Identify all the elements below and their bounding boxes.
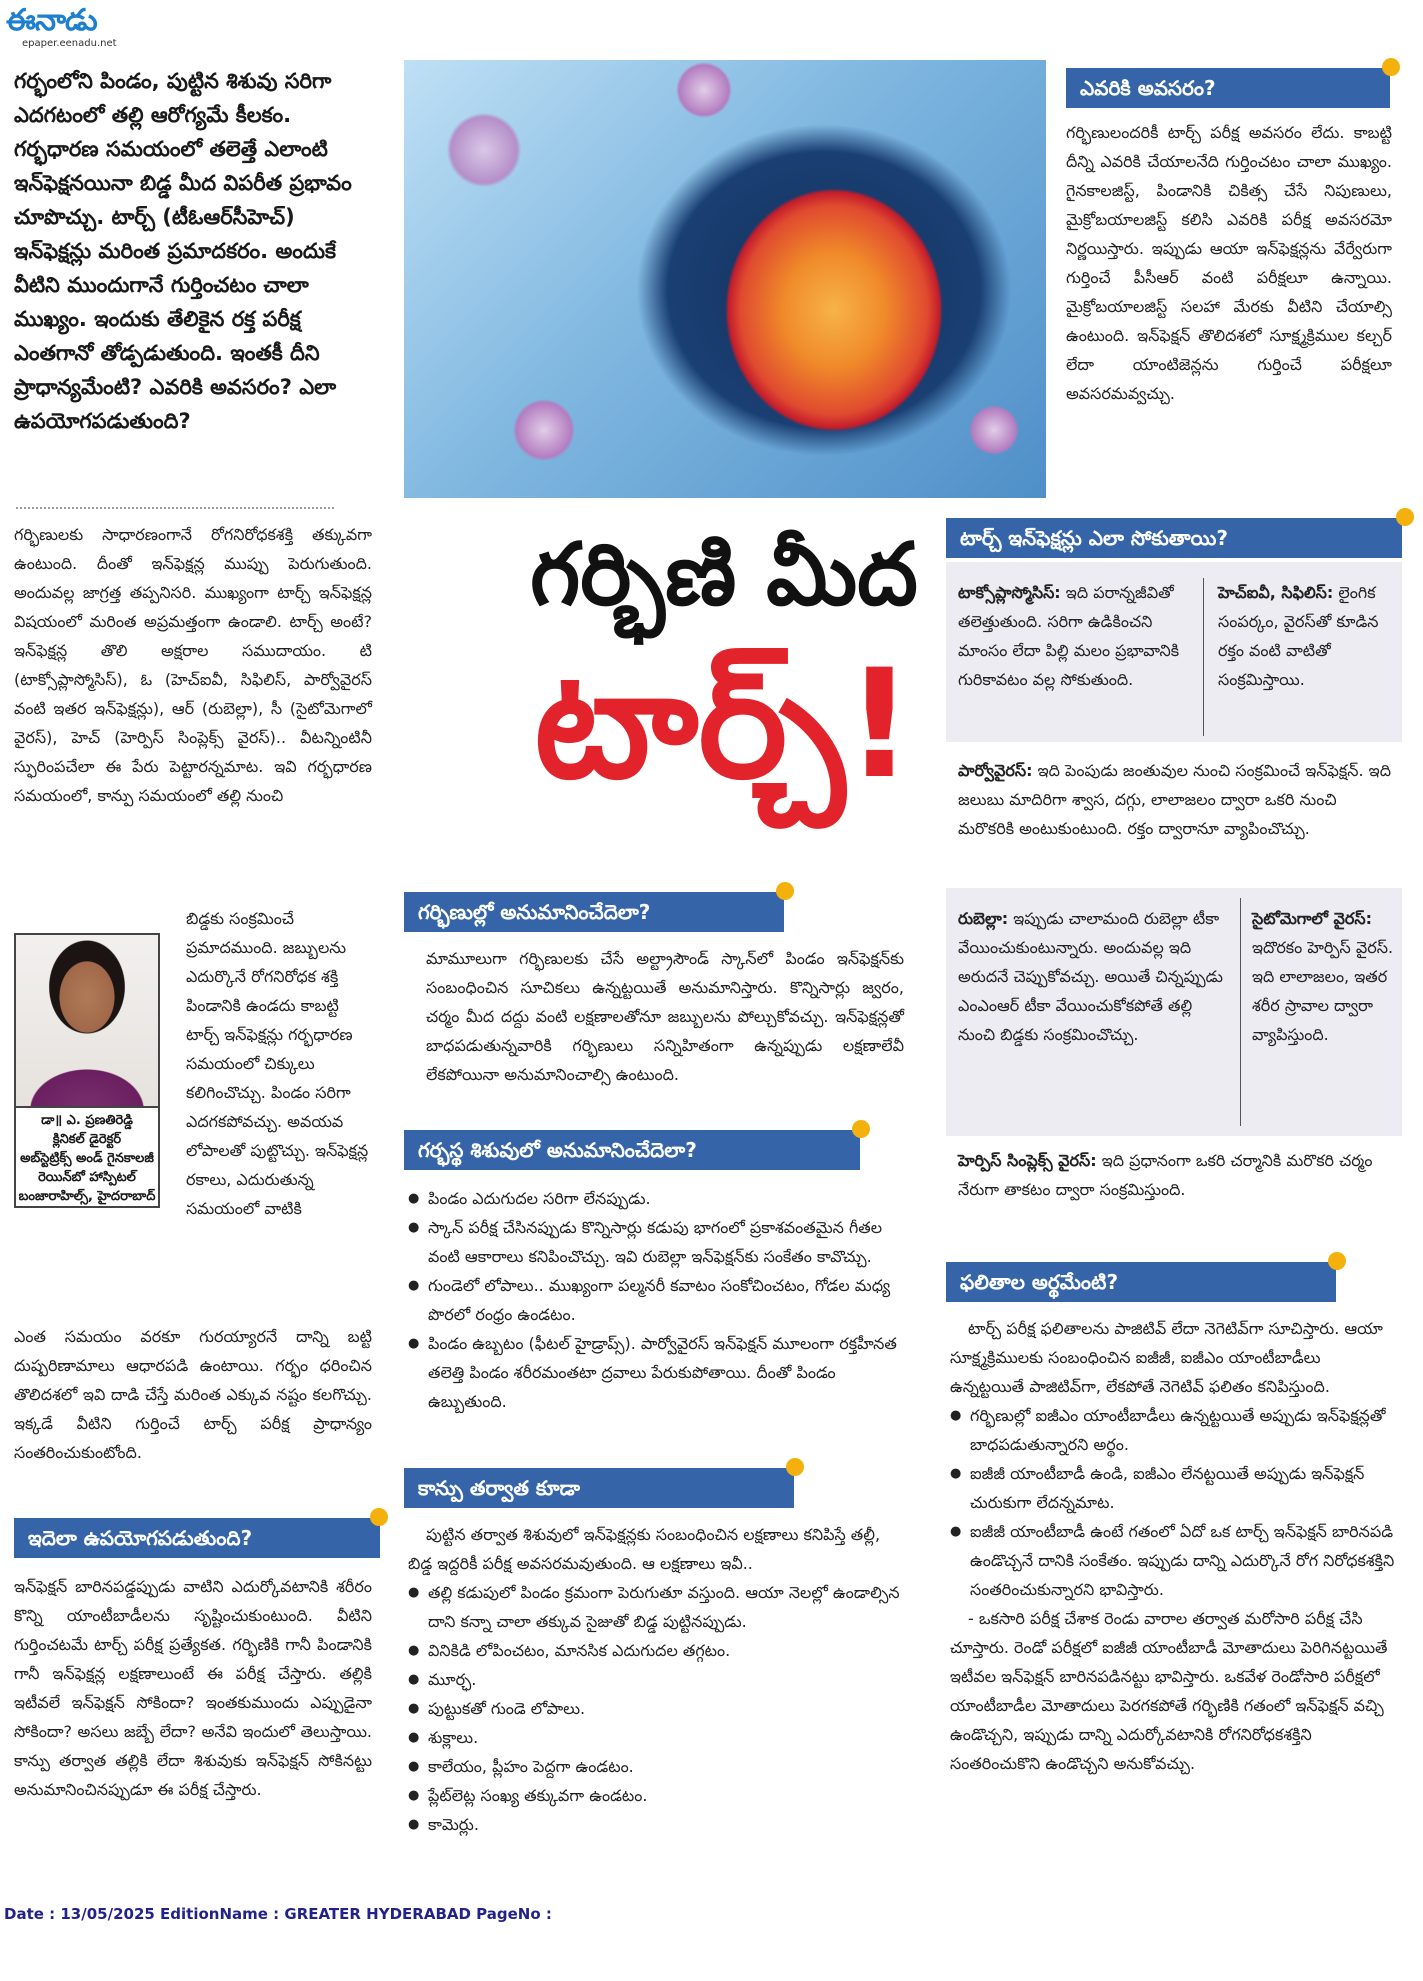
pregnant-suspect-heading: గర్భిణుల్లో అనుమానించేదెలా? <box>404 892 784 932</box>
cmv-text: ఇదొరకం హెర్పిస్‌ వైరస్‌. ఇది లాలాజలం, ఇతర శరీర స్రావాల ద్వారా వ్యాపిస్తుంది. <box>1252 938 1394 1044</box>
headline-line1: గర్భిణి మీద <box>530 525 918 625</box>
site-url: epaper.eenadu.net <box>22 38 117 49</box>
after-birth-text: పుట్టిన తర్వాత శిశువులో ఇన్‌ఫెక్షన్లకు సంబంధించిన లక్షణాలు కనిపిస్తే తల్లీ, బిడ్డ ఇద్దరికీ పరీక్ష అవసరమవుతుంది. ఆ లక్షణాలు ఇవీ.. <box>408 1525 881 1573</box>
how-spread-heading: టార్చ్‌ ఇన్‌ఫెక్షన్లు ఎలా సోకుతాయి? <box>946 518 1402 558</box>
usage-heading: ఇదెలా ఉపయోగపడుతుంది? <box>14 1518 380 1558</box>
fetus-bullet: ● పిండం ఉబ్బటం (ఫీటల్‌ హైడ్రాప్స్‌). పార్వోవైరస్‌ ఇన్‌ఫెక్షన్‌ మూలంగా రక్తహీనత తలెత్తి పిండం శరీరమంతటా ద్రవాలు పేరుకుపోతాయి. దీంతో పిండం ఉబ్బుతుంది. <box>408 1329 908 1416</box>
who-needs-text: గర్భిణులందరికీ టార్చ్‌ పరీక్ష అవసరం లేదు. కాబట్టి దీన్ని ఎవరికి చేయాలనేది గుర్తించటం చాలా ముఖ్యం. గైనకాలజిస్ట్‌, పిండానికి చికిత్స చేసే నిపుణులు, మైక్రోబయాలజిస్ట్‌ కలిసి ఎవరికి పరీక్ష అవసరమో నిర్ణయిస్తారు. ఇప్పుడు ఆయా ఇన్‌ఫెక్షన్లను వేర్వేరుగా గుర్తించే పీసీఆర్‌ వంటి పరీక్షలూ ఉన్నాయి. మైక్రోబయాలజిస్ట్‌ సలహా మేరకు వీటిని చేయాల్సి ఉంటుంది. ఇన్‌ఫెక్షన్‌ తొలిదశలో సూక్ష్మక్రిముల కల్చర్‌ లేదా యాంటిజెన్లను గుర్తించే పరీక్షలూ అవసరమవ్వచ్చు. <box>1066 123 1392 403</box>
fetus-suspect-heading: గర్భస్థ శిశువులో అనుమానించేదెలా? <box>404 1130 860 1170</box>
after-birth-bullet: ● శుక్లాలు. <box>408 1723 908 1752</box>
results-body <box>950 1314 1398 1778</box>
herpes-label: హెర్పిస్‌ సింప్లెక్స్‌ వైరస్‌: <box>958 1151 1097 1170</box>
who-needs-dot <box>1382 58 1400 76</box>
rubella-block <box>958 904 1230 1049</box>
after-birth-bullet: ● కామెర్లు. <box>408 1810 908 1839</box>
doctor-dept: అబ్‌స్టెట్రిక్స్‌ అండ్‌ గైనకాలజీ <box>20 1151 154 1166</box>
after-birth-bullet: ● తల్లి కడుపులో పిండం క్రమంగా పెరుగుతూ వస్తుంది. ఆయా నెలల్లో ఉండాల్సిన దాని కన్నా చాలా తక్కువ సైజుతో బిడ్డ పుట్టినప్పుడు. <box>408 1578 908 1636</box>
after-birth-bullet: ● కాలేయం, ప్లీహం పెద్దగా ఉండటం. <box>408 1752 908 1781</box>
after-birth-dot <box>786 1458 804 1476</box>
herpes-block <box>958 1146 1394 1204</box>
results-dot <box>1328 1252 1346 1270</box>
headline-line2: టార్చ్‌! <box>534 638 914 812</box>
hiv-block <box>1218 578 1398 694</box>
fetus-bullet: ● స్కాన్‌ పరీక్ష చేసినప్పుడు కొన్నిసార్లు కడుపు భాగంలో ప్రకాశవంతమైన గీతల వంటి ఆకారాలు కనిపించొచ్చు. ఇవి రుబెల్లా ఇన్‌ఫెక్షన్‌కు సంకేతం కావొచ్చు. <box>408 1213 908 1271</box>
doctor-hospital: రెయిన్‌బో హాస్పిటల్‌ <box>38 1170 136 1185</box>
results-bullet: ● గర్భిణుల్లో ఐజీఎం యాంటీబాడీలు ఉన్నట్టయితే అప్పుడు ఇన్‌ఫెక్షన్లతో బాధపడుతున్నారని అర్థం. <box>950 1401 1398 1459</box>
eenadu-logo <box>6 4 136 50</box>
intro-paragraph: గర్భంలోని పిండం, పుట్టిన శిశువు సరిగా ఎదగటంలో తల్లి ఆరోగ్యమే కీలకం. గర్భధారణ సమయంలో తలెత్తే ఎలాంటి ఇన్‌ఫెక్షనయినా బిడ్డ మీద విపరీత ప్రభావం చూపొచ్చు. టార్చ్‌ (టీఓఆర్‌సీహెచ్‌) ఇన్‌ఫెక్షన్లు మరింత ప్రమాదకరం. అందుకే వీటిని ముందుగానే గుర్తించటం చాలా ముఖ్యం. ఇందుకు తేలికైన రక్త పరీక్ష ఎంతగానో తోడ్పడుతుంది. ఇంతకీ దీని ప్రాధాన్యమేంటి? ఎవరికి అవసరం? ఎలా ఉపయోగపడుతుంది? <box>14 69 352 433</box>
fetus-bullet: ● పిండం ఎదుగుదల సరిగా లేనప్పుడు. <box>408 1184 908 1213</box>
after-birth-bullet: ● మూర్ఛ. <box>408 1665 908 1694</box>
toxo-label: టాక్సోప్లాస్మోసిస్‌: <box>958 583 1061 602</box>
cmv-label: సైటోమెగాలో వైరస్‌: <box>1252 909 1373 928</box>
doctor-role: క్లినికల్‌ డైరెక్టర్‌ <box>52 1132 122 1147</box>
after-birth-bullet: ● పుట్టుకతో గుండె లోపాలు. <box>408 1694 908 1723</box>
how-spread-dot <box>1396 508 1414 526</box>
parvo-label: పార్వోవైరస్‌: <box>958 761 1033 780</box>
doctor-photo <box>14 933 160 1108</box>
left-para1 <box>14 520 372 810</box>
after-birth-heading: కాన్పు తర్వాత కూడా <box>404 1468 794 1508</box>
rubella-label: రుబెల్లా: <box>958 909 1009 928</box>
edition-footer: Date : 13/05/2025 EditionName : GREATER HYDERABAD PageNo : <box>4 1905 552 1923</box>
toxo-text: ఇది పరాన్నజీవితో తలెత్తుతుంది. సరిగా ఉడికించని మాంసం లేదా పిల్లి మలం ప్రభావానికి గురికావటం వల్ల సోకుతుంది. <box>958 583 1180 689</box>
left-para1-narrow <box>186 904 372 1223</box>
left-para1-text: గర్భిణులకు సాధారణంగానే రోగనిరోధకశక్తి తక్కువగా ఉంటుంది. దీంతో ఇన్‌ఫెక్షన్ల ముప్పు పెరుగుతుంది. అందువల్ల జాగ్రత్త తప్పనిసరి. ముఖ్యంగా టార్చ్‌ ఇన్‌ఫెక్షన్ల విషయంలో మరింత అప్రమత్తంగా ఉండాలి. టార్చ్‌ అంటే? ఇన్‌ఫెక్షన్ల తొలి అక్షరాల సముదాయం. టి (టాక్సోప్లాస్మోసిస్‌), ఓ (హెచ్‌ఐవీ, సిఫిలిస్‌, పార్వోవైరస్‌ వంటి ఇతర ఇన్‌ఫెక్షన్లు), ఆర్‌ (రుబెల్లా), సీ (సైటోమెగాలో వైరస్‌), హెచ్‌ (హెర్పిస్‌ సింప్లెక్స్‌ వైరస్‌).. వీటన్నింటినీ స్ఫురింపచేలా ఈ పేరు పెట్టారన్నమాట. ఇవి గర్భధారణ సమయంలో, కాన్పు సమయంలో తల్లి నుంచి <box>14 525 372 805</box>
left-para1-narrow-text: బిడ్డకు సంక్రమించే ప్రమాదముంది. జబ్బులను ఎదుర్కొనే రోగనిరోధక శక్తి పిండానికి ఉండదు కాబట్టి టార్చ్‌ ఇన్‌ఫెక్షన్లు గర్భధారణ సమయంలో చిక్కులు కలిగించొచ్చు. పిండం సరిగా ఎదగకపోవచ్చు. అవయవ లోపాలతో పుట్టొచ్చు. ఇన్‌ఫెక్షన్ల రకాలు, ఎదురుతున్న సమయంలో వాటికి <box>186 909 369 1218</box>
herpes-text: ఇది ప్రధానంగా ఒకరి చర్మానికి మరొకరి చర్మం నేరుగా తాకటం ద్వారా సంక్రమిస్తుంది. <box>958 1151 1373 1199</box>
parvo-block <box>958 756 1394 843</box>
fetus-virus-illustration <box>404 60 1046 498</box>
hiv-text: లైంగిక సంపర్కం, వైరస్‌తో కూడిన రక్తం వంటి వాటితో సంక్రమిస్తాయి. <box>1218 583 1379 689</box>
usage-text: ఇన్‌ఫెక్షన్‌ బారినపడ్డప్పుడు వాటిని ఎదుర్కోవటానికి శరీరం కొన్ని యాంటీబాడీలను సృష్టించుకుంటుంది. వీటిని గుర్తించటమే టార్చ్‌ పరీక్ష ప్రత్యేకత. గర్భిణికి గానీ పిండానికి గానీ ఇన్‌ఫెక్షన్ల లక్షణాలుంటే ఈ పరీక్ష చేస్తారు. తల్లికి ఇటీవలే ఇన్‌ఫెక్షన్‌ సోకిందా? ఇంతకుముందు ఎప్పుడైనా సోకిందా? అసలు జబ్బే లేదా? అనేవి ఇందులో తెలుస్తాయి. కాన్పు తర్వాత తల్లికి లేదా శిశువుకు ఇన్‌ఫెక్షన్‌ సోకినట్టు అనుమానించినప్పుడూ ఈ పరీక్ష చేస్తారు. <box>14 1577 372 1799</box>
spread-divider-1 <box>1203 578 1204 736</box>
fetus-suspect-list <box>408 1184 908 1416</box>
results-bullet: ● ఐజీజీ యాంటీబాడీ ఉండి, ఐజీఎం లేనట్టయితే అప్పుడు ఇన్‌ఫెక్షన్‌ చురుకుగా లేదన్నమాట. <box>950 1459 1398 1517</box>
who-needs-heading: ఎవరికి అవసరం? <box>1066 68 1390 108</box>
left-para1-end-text: ఎంత సమయం వరకూ గురయ్యారనే దాన్ని బట్టి దుష్పరిణామాలు ఆధారపడి ఉంటాయి. గర్భం ధరించిన తొలిదశలో ఇవి దాడి చేస్తే మరింత ఎక్కువ నష్టం కలగొచ్చు. ఇక్కడే వీటిని గుర్తించే టార్చ్‌ పరీక్ష ప్రాధాన్యం సంతరించుకుంటోంది. <box>14 1327 372 1462</box>
after-birth-bullet: ● వినికిడి లోపించటం, మానసిక ఎదుగుదల తగ్గటం. <box>408 1636 908 1665</box>
results-bullet: ● ఐజీజీ యాంటీబాడీ ఉంటే గతంలో ఏదో ఒక టార్చ్‌ ఇన్‌ఫెక్షన్‌ బారినపడి ఉండొచ్చనే దానికి సంకేతం. ఇప్పుడు దాన్ని ఎదుర్కొనే రోగ నిరోధకశక్తిని సంతరించుకున్నారని భావిస్తారు. <box>950 1517 1398 1604</box>
results-heading: ఫలితాల అర్థమేంటి? <box>946 1262 1336 1302</box>
results-final: - ఒకసారి పరీక్ష చేశాక రెండు వారాల తర్వాత మరోసారి పరీక్ష చేసి చూస్తారు. రెండో పరీక్షలో ఐజీజీ యాంటీబాడీ మోతాదులు పెరిగినట్టయితే ఇటీవల ఇన్‌ఫెక్షన్‌ బారినపడినట్టు భావిస్తారు. ఒకవేళ రెండోసారి పరీక్షలో యాంటీబాడీల మోతాదులు పెరగకపోతే గర్భిణికి గతంలో ఇన్‌ఫెక్షన్‌ వచ్చి ఉండొచ్చని, ఇప్పుడు దాన్ని ఎదుర్కోవటానికి రోగనిరోధకశక్తిని సంతరించుకొని ఉండొచ్చని అనుకోవచ్చు. <box>950 1609 1388 1773</box>
usage-heading-dot <box>370 1508 388 1526</box>
toxo-block <box>958 578 1194 694</box>
rubella-text: ఇప్పుడు చాలామంది రుబెల్లా టీకా వేయించుకుంటున్నారు. అందువల్ల ఇది అరుదనే చెప్పుకోవచ్చు. అయితే చిన్నప్పుడు ఎంఎంఆర్‌ టీకా వేయించుకోకపోతే తల్లి నుంచి బిడ్డకు సంక్రమించొచ్చు. <box>958 909 1223 1044</box>
results-text: టార్చ్‌ పరీక్ష ఫలితాలను పాజిటివ్‌ లేదా నెగెటివ్‌గా సూచిస్తారు. ఆయా సూక్ష్మక్రిములకు సంబంధించిన ఐజీజీ, ఐజీఎం యాంటీబాడీలు ఉన్నట్టయితే పాజిటివ్‌గా, లేకపోతే నెగెటివ్‌ ఫలితం కనిపిస్తుంది. <box>950 1319 1383 1396</box>
fetus-suspect-dot <box>852 1120 870 1138</box>
fetus-bullet: ● గుండెలో లోపాలు.. ముఖ్యంగా పల్మనరీ కవాటం సంకోచించటం, గోడల మధ్య పొరలో రంధ్రం ఉండటం. <box>408 1271 908 1329</box>
after-birth-body <box>408 1520 908 1839</box>
cmv-block <box>1252 904 1398 1049</box>
logo-text: ఈనాడు <box>6 3 97 38</box>
pregnant-suspect-dot <box>776 882 794 900</box>
doctor-location: బంజారాహిల్స్‌, హైదరాబాద్‌ <box>18 1189 156 1204</box>
parvo-text: ఇది పెంపుడు జంతువుల నుంచి సంక్రమించే ఇన్‌ఫెక్షన్‌. ఇది జలుబు మాదిరిగా శ్వాస, దగ్గు, లాలాజలం ద్వారా ఒకరి నుంచి మరొకరికి అంటుకుంటుంది. రక్తం ద్వారానూ వ్యాపించొచ్చు. <box>958 761 1392 838</box>
hiv-label: హెచ్‌ఐవీ, సిఫిలిస్‌: <box>1218 583 1334 602</box>
spread-divider-2 <box>1240 898 1241 1126</box>
left-para1-end <box>14 1322 372 1467</box>
pregnant-suspect-text: మామూలుగా గర్భిణులకు చేసే అల్ట్రాసౌండ్‌ స్కాన్‌లో పిండం ఇన్‌ఫెక్షన్‌కు సంబంధించిన సూచికలు ఉన్నట్టయితే అనుమానిస్తారు. కొన్నిసార్లు జ్వరం, చర్మం మీద దద్దు వంటి లక్షణాలతోనూ జబ్బులను పోల్చుకోవచ్చు. ఇన్‌ఫెక్షన్లతో బాధపడుతున్నవారికి గర్భిణులు సన్నిహితంగా ఉన్నప్పుడు లక్షణాలేవీ లేకపోయినా అనుమానించాల్సి ఉంటుంది. <box>426 949 904 1084</box>
doctor-caption <box>14 1108 160 1208</box>
intro-divider <box>16 507 334 509</box>
doctor-name: డా॥ ఎ. ప్రణతిరెడ్డి <box>41 1113 133 1128</box>
after-birth-bullet: ● ప్లేట్‌లెట్ల సంఖ్య తక్కువగా ఉండటం. <box>408 1781 908 1810</box>
